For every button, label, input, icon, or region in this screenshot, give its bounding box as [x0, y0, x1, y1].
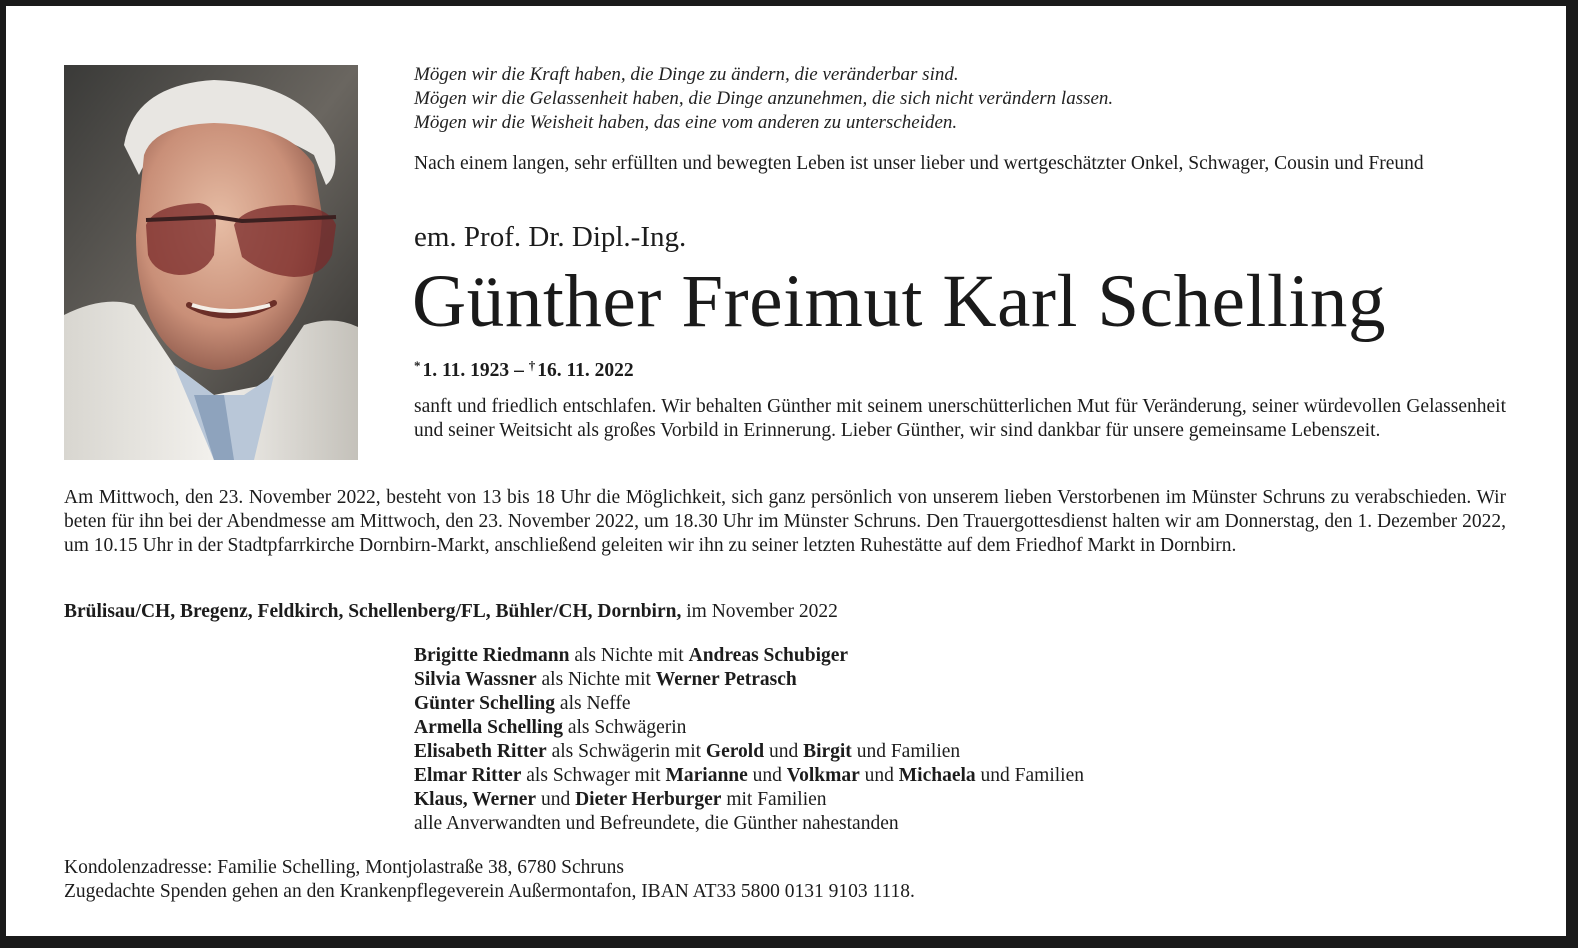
- mourner-relation: und: [747, 765, 787, 786]
- places-line: [64, 600, 838, 624]
- birth-date: 1. 11. 1923: [422, 360, 510, 381]
- places-list: Brülisau/CH, Bregenz, Feldkirch, Schellenberg/FL, Bühler/CH, Dornbirn,: [64, 601, 682, 622]
- footer: [64, 856, 915, 904]
- mourner-relation: mit Familien: [721, 789, 827, 810]
- portrait-photo: [64, 65, 358, 460]
- mourner-name: Silvia Wassner: [414, 669, 537, 690]
- mourner-name: Elisabeth Ritter: [414, 741, 547, 762]
- deceased-name: Günther Freimut Karl Schelling: [412, 260, 1387, 343]
- tribute-text: sanft und friedlich entschlafen. Wir behalten Günther mit seinem unerschütterlichen Mut für Veränderung, seiner würdevollen Gelassenheit und seiner Weitsicht als großes Vorbild in Erinnerung. Lieber Günther, wir sind dankbar für unsere gemeinsame Lebenszeit.: [414, 396, 1506, 441]
- mourner-relation: und Familien: [851, 741, 961, 762]
- date-separator: –: [509, 360, 529, 381]
- life-dates: [414, 354, 634, 383]
- mourners-list: [414, 644, 1084, 836]
- mourner-row: [414, 692, 1084, 716]
- mourner-row: [414, 716, 1084, 740]
- mourner-row: [414, 740, 1084, 764]
- mourner-name: Brigitte Riedmann: [414, 645, 570, 666]
- mourner-name: Volkmar: [786, 765, 860, 786]
- mourner-relation: als Nichte mit: [536, 669, 656, 690]
- mourner-row: [414, 812, 1084, 836]
- service-details: Am Mittwoch, den 23. November 2022, besteht von 13 bis 18 Uhr die Möglichkeit, sich ganz persönlich von unserem lieben Verstorbenen im Münster Schruns zu verabschieden. Wir beten für ihn bei der Abendmesse am Mittwoch, den 23. November 2022, um 18.30 Uhr im Münster Schruns. Den Trauergottesdienst halten wir am Donnerstag, den 1. Dezember 2022, um 10.15 Uhr in der Stadtpfarrkirche Dornbirn-Markt, anschließend geleiten wir ihn zu seiner letzten Ruhestätte auf dem Friedhof Markt in Dornbirn.: [64, 487, 1506, 556]
- mourner-row: [414, 788, 1084, 812]
- mourner-relation: und: [764, 741, 804, 762]
- mourner-name: Armella Schelling: [414, 717, 563, 738]
- mourner-relation: als Schwägerin: [562, 717, 687, 738]
- mourner-name: Klaus, Werner: [414, 789, 537, 810]
- mourner-relation: als Nichte mit: [569, 645, 689, 666]
- mourner-name: Gerold: [705, 741, 765, 762]
- mourner-name: Marianne: [665, 765, 748, 786]
- mourner-name: Elmar Ritter: [414, 765, 522, 786]
- mourner-relation: als Schwägerin mit: [546, 741, 706, 762]
- academic-titles: em. Prof. Dr. Dipl.-Ing.: [414, 221, 687, 253]
- condolence-address: Kondolenzadresse: Familie Schelling, Montjolastraße 38, 6780 Schruns: [64, 857, 624, 878]
- obituary-notice: [6, 6, 1566, 936]
- mourner-row: [414, 668, 1084, 692]
- mourner-relation: alle Anverwandten und Befreundete, die Günther nahestanden: [414, 813, 899, 834]
- mourner-name: Andreas Schubiger: [688, 645, 849, 666]
- mourner-name: Michaela: [898, 765, 976, 786]
- intro-text: Nach einem langen, sehr erfüllten und bewegten Leben ist unser lieber und wertgeschätzter Onkel, Schwager, Cousin und Freund: [414, 153, 1424, 174]
- mourner-name: Birgit: [803, 741, 852, 762]
- serenity-quote: [414, 63, 1113, 135]
- mourner-relation: und: [536, 789, 576, 810]
- mourner-relation: als Schwager mit: [521, 765, 666, 786]
- places-date: im November 2022: [681, 601, 838, 622]
- mourner-relation: als Neffe: [555, 693, 631, 714]
- death-symbol: †: [528, 358, 536, 373]
- quote-line: Mögen wir die Gelassenheit haben, die Dinge anzunehmen, die sich nicht verändern lassen.: [414, 88, 1114, 109]
- mourner-relation: und Familien: [975, 765, 1084, 786]
- mourner-name: Günter Schelling: [414, 693, 556, 714]
- portrait-image: [64, 65, 358, 460]
- mourner-name: Werner Petrasch: [655, 669, 797, 690]
- mourner-row: [414, 644, 1084, 668]
- mourner-name: Dieter Herburger: [575, 789, 722, 810]
- quote-line: Mögen wir die Kraft haben, die Dinge zu ändern, die veränderbar sind.: [414, 64, 959, 85]
- mourner-relation: und: [859, 765, 899, 786]
- mourner-row: [414, 764, 1084, 788]
- birth-symbol: *: [414, 358, 421, 373]
- donations-note: Zugedachte Spenden gehen an den Krankenpflegeverein Außermontafon, IBAN AT33 5800 0131 9103 1118.: [64, 881, 915, 902]
- quote-line: Mögen wir die Weisheit haben, das eine vom anderen zu unterscheiden.: [414, 112, 958, 133]
- death-date: 16. 11. 2022: [537, 360, 634, 381]
